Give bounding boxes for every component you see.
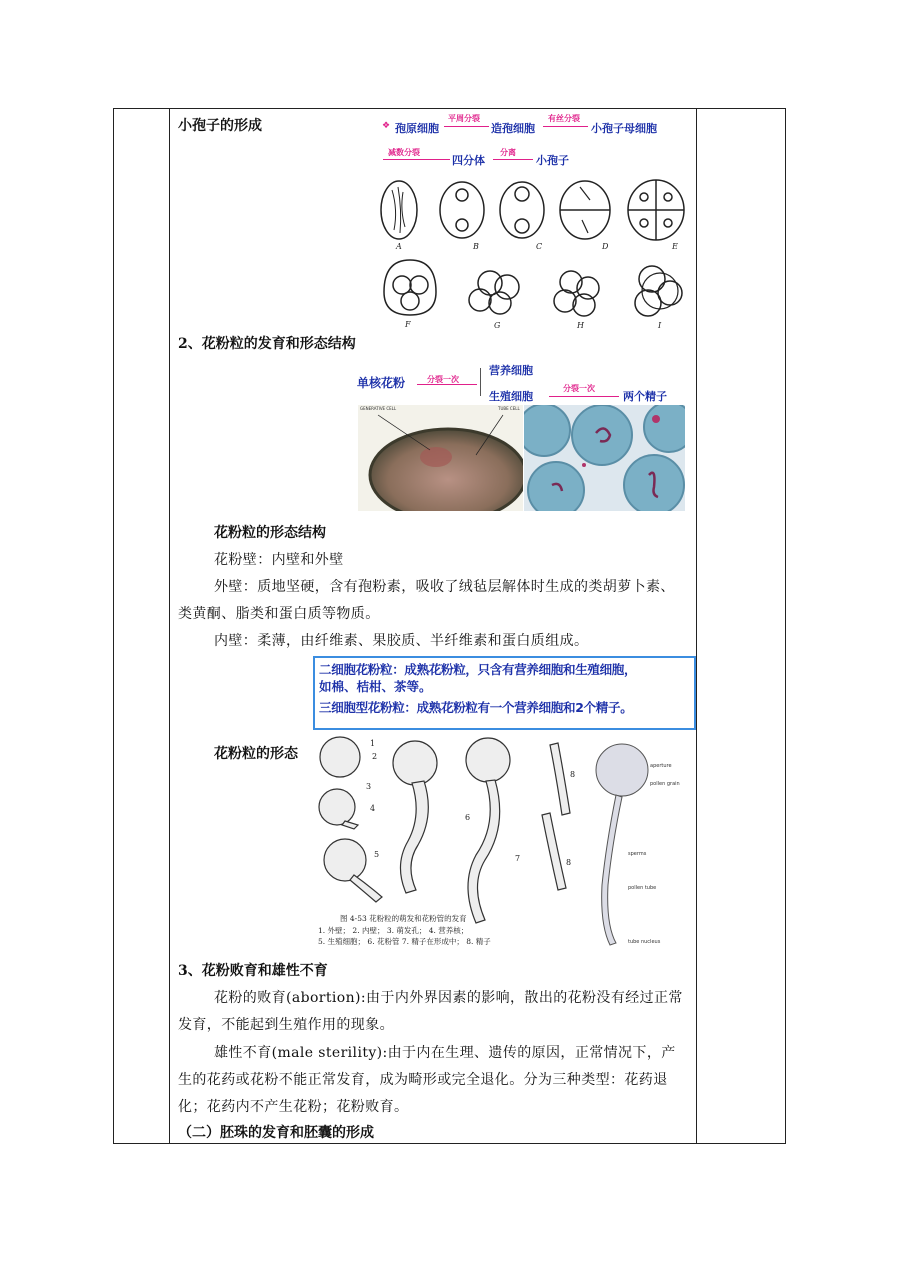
ovule-heading: （二）胚珠的发育和胚囊的形成 — [178, 1125, 374, 1141]
flow-step: 孢原细胞 — [395, 122, 439, 135]
flow-step: 四分体 — [452, 154, 485, 167]
svg-text:A: A — [396, 242, 402, 251]
wall-text: 花粉壁：内壁和外壁 — [214, 552, 344, 568]
callout-line: 三细胞型花粉粒：成熟花粉粒有一个营养细胞和2个精子。 — [319, 700, 633, 715]
flow-arrow-label: 分裂一次 — [563, 384, 595, 393]
svg-text:H: H — [577, 321, 584, 330]
structure-heading: 花粉粒的形态结构 — [214, 525, 326, 541]
arrow-right-icon — [549, 396, 619, 397]
flow-step: 小孢子母细胞 — [591, 122, 657, 135]
svg-text:C: C — [536, 242, 543, 251]
pollen-germination-figure — [310, 735, 695, 950]
flow-step: 两个精子 — [623, 390, 667, 403]
fig-right-label: aperture — [650, 763, 672, 769]
callout-line: 如棉、桔柑、茶等。 — [319, 679, 432, 694]
flow-step: 营养细胞 — [489, 364, 533, 377]
inner-wall-text: 内壁：柔薄，由纤维素、果胶质、半纤维素和蛋白质组成。 — [214, 633, 589, 649]
fig-num: 8 — [566, 858, 572, 867]
micrograph-label: TUBE CELL — [498, 406, 520, 411]
flow-arrow-label: 减数分裂 — [388, 148, 420, 157]
arrow-right-icon — [493, 159, 533, 160]
abortion-paragraph: 花粉的败育(abortion):由于内外界因素的影响，散出的花粉没有经过正常发育，不能起到生殖作用的现象。 — [178, 990, 683, 1033]
micro-flow-diagram — [378, 112, 698, 172]
svg-text:E: E — [672, 242, 678, 251]
figure-legend: 5. 生殖细胞； 6. 花粉管 7. 精子在形成中； 8. 精子 — [318, 937, 491, 946]
svg-text:F: F — [405, 320, 411, 329]
pollen-type-callout — [313, 656, 696, 730]
fig-right-label: tube nucleus — [628, 939, 661, 945]
svg-text:D: D — [602, 242, 609, 251]
micrograph-label: GENERATIVE CELL — [360, 406, 397, 411]
fig-num: 7 — [515, 854, 521, 863]
pollen-flow-diagram — [355, 358, 700, 406]
pollen-micrograph-left — [358, 405, 523, 511]
flow-arrow-label: 有丝分裂 — [548, 114, 580, 123]
fig-num: 2 — [372, 752, 378, 761]
form-heading: 花粉粒的形态 — [214, 746, 298, 762]
fig-num: 8 — [570, 770, 576, 779]
male-sterility-paragraph: 雄性不育(male sterility):由于内在生理、遗传的原因，正常情况下，产生的花药或花粉不能正常发育，成为畸形或完全退化。分为三种类型：花药退化；花药内不产生花粉；花粉败育。 — [178, 1045, 676, 1115]
table-divider-right — [696, 109, 697, 1143]
flow-bullet-icon: ❖ — [382, 121, 391, 131]
arrow-right-icon — [444, 126, 489, 127]
flow-step: 造孢细胞 — [491, 122, 535, 135]
callout-line: 二细胞花粉粒：成熟花粉粒，只含有营养细胞和生殖细胞， — [319, 662, 637, 677]
svg-text:I: I — [658, 321, 662, 330]
arrow-right-icon — [417, 384, 477, 385]
fig-num: 6 — [465, 813, 471, 822]
table-divider-left — [169, 109, 170, 1143]
pollen-micrograph-right — [524, 405, 685, 511]
fig-num: 4 — [370, 804, 376, 813]
pollen-heading: 2、花粉粒的发育和形态结构 — [178, 336, 356, 352]
svg-text:B: B — [473, 242, 479, 251]
fig-num: 3 — [366, 782, 372, 791]
branch-bracket — [480, 368, 481, 396]
fig-num: 1 — [370, 739, 376, 748]
fig-right-label: pollen grain — [650, 781, 680, 787]
figure-legend: 1. 外壁； 2. 内壁； 3. 萌发孔； 4. 营养核； — [318, 926, 469, 935]
flow-step: 生殖细胞 — [489, 390, 533, 403]
svg-text:G: G — [494, 321, 501, 330]
figure-caption: 图 4-53 花粉粒的萌发和花粉管的发育 — [340, 914, 467, 923]
flow-arrow-label: 分离 — [500, 148, 516, 157]
outer-wall-text: 外壁：质地坚硬，含有孢粉素，吸收了绒毡层解体时生成的类胡萝卜素、类黄酮、脂类和蛋白质等物质。 — [178, 579, 675, 622]
arrow-right-icon — [543, 126, 588, 127]
micro-title: 小孢子的形成 — [178, 118, 262, 134]
flow-arrow-label: 平周分裂 — [448, 114, 480, 123]
fig-right-label: sperms — [628, 851, 647, 857]
fig-num: 5 — [374, 850, 380, 859]
flow-arrow-label: 分裂一次 — [427, 375, 459, 384]
flow-step: 小孢子 — [536, 154, 569, 167]
sterility-heading: 3、花粉败育和雄性不育 — [178, 963, 328, 979]
meiosis-figure — [370, 175, 695, 335]
arrow-right-icon — [383, 159, 450, 160]
flow-step: 单核花粉 — [357, 376, 406, 390]
fig-right-label: pollen tube — [628, 885, 657, 891]
